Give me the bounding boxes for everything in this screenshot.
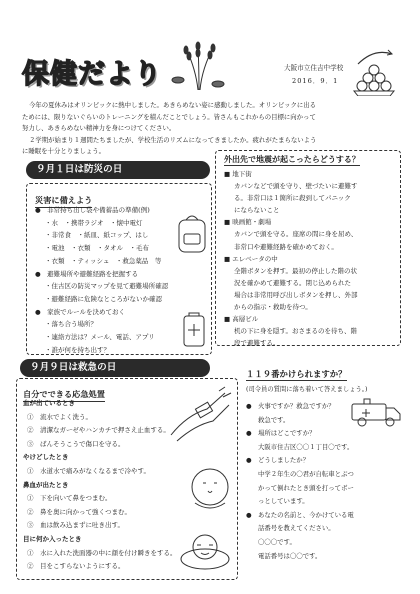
first-aid-list xyxy=(23,397,177,574)
ambulance-icon xyxy=(350,396,402,428)
washbasin-illustration xyxy=(177,525,233,575)
backpack-icon xyxy=(175,212,209,254)
disaster-prep-list xyxy=(35,204,168,356)
call-119-note: (司令員の質問に落ち着いて答えましょう。) xyxy=(246,386,368,393)
list-item: ① 水道水で痛みがなくなるまで冷やす。 xyxy=(27,466,150,475)
list-item: ① 水に入れた洗面器の中に顔を付け瞬きをする。 xyxy=(27,548,177,557)
list-item: ・連絡方法は？メール、電話、アプリ xyxy=(45,333,155,342)
issue-date: 2016．9．1 xyxy=(292,77,339,85)
list-item: ・電池 ・衣類 ・タオル ・毛布 xyxy=(45,244,149,253)
wheat-illustration xyxy=(168,40,228,92)
list-item: ● 避難場所や避難経路を把握する xyxy=(35,269,139,278)
list-item: 非常口や避難経路を確かめておく。 xyxy=(234,242,338,251)
outside-earthquake-heading: 外出先で地震が起こったらどうする？ xyxy=(224,155,360,164)
list-item: ② 清潔なガーゼやハンカチで押さえ止血する。 xyxy=(27,426,170,435)
list-item: カバンなどで頭を守り、壁づたいに避難す xyxy=(234,182,358,191)
outside-earthquake-list xyxy=(224,168,358,349)
list-item: ・衣類 ・ティッシュ ・救急薬品 等 xyxy=(45,256,162,265)
call-119-heading: １１９番かけられますか？ xyxy=(246,369,347,379)
list-item: ① 下を向いて鼻をつまむ。 xyxy=(27,494,112,503)
dialog-line: 電話番号は〇〇です。 xyxy=(258,551,322,560)
call-119-dialog xyxy=(246,400,354,563)
list-item: ● 家族でルールを決めておく xyxy=(35,307,126,316)
section-title: 目に何か入ったとき xyxy=(23,534,82,543)
section-title: 血が出ているとき xyxy=(23,399,75,407)
dialog-line: っとしています。 xyxy=(258,497,309,506)
newsletter-title: 保健だより xyxy=(22,59,162,90)
list-item: にならないこと xyxy=(234,206,280,215)
list-item: 場合は非常用呼び出しボタンを押し、外部 xyxy=(234,290,358,299)
intro-line: に睡眠を十分とりましょう。 xyxy=(22,147,106,156)
dialog-line: ● 場所はどこですか？ xyxy=(246,429,316,438)
dialog-line: かって倒れたとき頭を打ってボー xyxy=(258,483,354,492)
list-item: ・避難経路に危険なところがないか確認 xyxy=(45,294,162,303)
disaster-prep-title: 災害に備えよう xyxy=(35,195,92,208)
list-item: ③ 血は飲み込まずに吐き出す。 xyxy=(27,521,124,530)
dialog-line: 大阪市住吉区〇〇１丁目〇です。 xyxy=(258,442,354,451)
bandage-hand-illustration xyxy=(167,385,233,445)
disaster-prep-box xyxy=(26,183,212,355)
list-item: ① 流水でよく洗う。 xyxy=(27,412,92,421)
dialog-line: 話番号を教えてください。 xyxy=(258,524,335,533)
call-119-panel xyxy=(246,368,406,582)
school-name: 大阪市立住吉中学校 xyxy=(284,64,344,72)
first-aid-title: 自分でできる応急処置 xyxy=(23,389,105,402)
intro-line: 努力し、あきらめない精神力を身につけてください。 xyxy=(22,124,176,133)
section-title: ■ 映画館・劇場 xyxy=(224,218,272,227)
list-item: 机の下に身を隠す。おさまるのを待ち、階 xyxy=(234,327,357,336)
disaster-day-heading: ９月１日は防災の日 xyxy=(26,161,210,179)
dialog-line: ● 火事ですか？救急ですか？ xyxy=(246,402,335,410)
dialog-line: 救急です。 xyxy=(258,415,290,424)
intro-line: ためには、限りないぐらいのトレーニングを積んだことでしょう。皆さんもこれからの目標に向かって xyxy=(22,112,316,121)
list-item: ・誰が何を持ち出す？ xyxy=(45,345,110,354)
section-title: ■ エレベータの中 xyxy=(224,254,278,263)
list-item: からの指示・救助を待つ。 xyxy=(234,303,312,312)
dialog-line: ● あなたの名前と、今かけている電 xyxy=(246,510,354,519)
list-item: 段で避難する。 xyxy=(234,339,280,348)
nosebleed-face-illustration xyxy=(185,463,235,513)
first-aid-day-heading: ９月９日は救急の日 xyxy=(20,359,210,377)
outside-earthquake-box xyxy=(215,150,401,346)
first-aid-box xyxy=(16,378,238,580)
list-item: ・非常食 ・紙皿、紙コップ、はし xyxy=(45,231,149,240)
list-item: る。非常口は１箇所に殺到してパニック xyxy=(234,194,351,203)
list-item: ・落ち合う場所？ xyxy=(45,320,97,329)
section-title: 鼻血が出たとき xyxy=(23,480,69,489)
dialog-line: ● どうしましたか？ xyxy=(246,456,310,465)
tsukimi-dango-illustration xyxy=(348,44,400,96)
intro-line: ２学期が始まり１週間たちましたが、学校生活のリズムになってきましたか。疲れがたまらないよう xyxy=(29,135,317,144)
list-item: ② 鼻を奥に向かって強くつまむ。 xyxy=(27,507,131,516)
emergency-supplies-icon xyxy=(181,312,207,350)
dialog-line: 中学２年生の〇君が自転車とぶつ xyxy=(258,469,354,478)
section-title: ■ 高層ビル xyxy=(224,315,259,324)
list-item: ・水 ・携帯ラジオ ・懐中電灯 xyxy=(45,218,143,227)
list-item: 況を確かめて避難する。閉じ込められた xyxy=(234,278,351,287)
list-item: 全階ボタンを押す。最初の停止した階の状 xyxy=(234,266,357,275)
list-item: ● 非常持ち出し袋や備蓄品の準備(例) xyxy=(35,206,150,214)
list-item: ・住古区の防災マップを見て避難場所確認 xyxy=(45,282,169,291)
list-item: カバンで頭を守る。座席の間に身を屈め、 xyxy=(234,230,358,239)
section-title: やけどしたとき xyxy=(23,453,69,462)
list-item: ② 目をこすらないようにする。 xyxy=(27,562,125,571)
dialog-line: 〇〇〇です。 xyxy=(258,537,296,546)
intro-line: 今年の夏休みはオリンピックに熱中しました。あきらめない姿に感動しました。オリンピックに出る xyxy=(29,101,317,109)
section-title: ■ 地下街 xyxy=(224,170,252,178)
list-item: ③ ばんそうこうで傷口を守る。 xyxy=(27,439,125,448)
